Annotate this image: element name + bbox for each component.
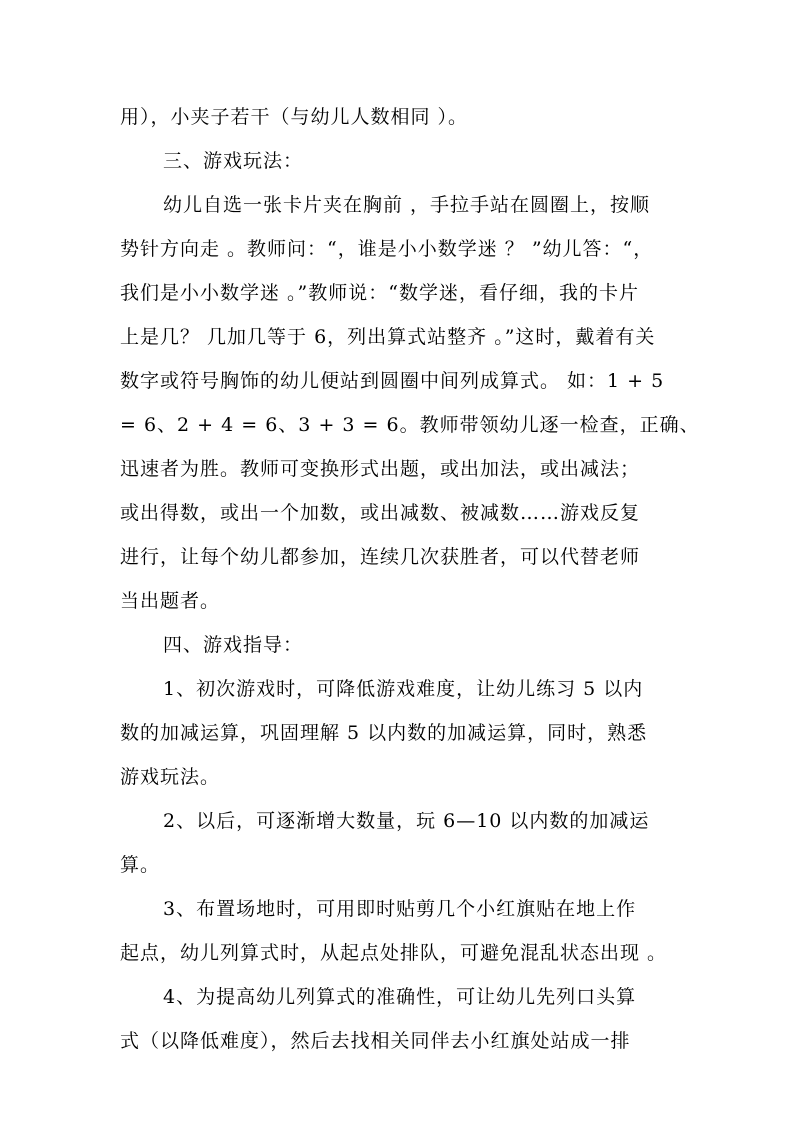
text-line: 上是几？ 几加几等于 6，列出算式站整齐 。”这时，戴着有关 xyxy=(120,326,656,348)
section-heading: 四、游戏指导： xyxy=(163,634,304,656)
text-line: 或出得数，或出一个加数，或出减数、被减数……游戏反复 xyxy=(120,502,641,524)
text-line: 迅速者为胜。教师可变换形式出题，或出加法，或出减法； xyxy=(120,458,641,480)
text-line: 式（以降低难度），然后去找相关同伴去小红旗处站成一排 xyxy=(120,1030,631,1052)
text-line: 我们是小小数学迷 。”教师说：“数学迷，看仔细，我的卡片 xyxy=(120,282,639,304)
text-line: 数的加减运算，巩固理解 5 以内数的加减运算，同时，熟悉 xyxy=(120,722,648,744)
text-line: 算。 xyxy=(120,854,161,876)
text-line: 4、为提高幼儿列算式的准确性，可让幼儿先列口头算 xyxy=(163,986,637,1008)
text-line: 数字或符号胸饰的幼儿便站到圆圈中间列成算式。 如：1 + 5 xyxy=(120,370,665,392)
text-line: = 6、2 + 4 = 6、3 + 3 = 6。教师带领幼儿逐一检查，正确、 xyxy=(120,414,700,436)
text-line: 2、以后，可逐渐增大数量，玩 6—10 以内数的加减运 xyxy=(163,810,650,832)
text-line: 1、初次游戏时，可降低游戏难度，让幼儿练习 5 以内 xyxy=(163,678,644,700)
text-line: 3、布置场地时，可用即时贴剪几个小红旗贴在地上作 xyxy=(163,898,637,920)
text-line: 用），小夹子若干（与幼儿人数相同 ）。 xyxy=(120,106,469,128)
text-line: 势针方向走 。教师问：“，谁是小小数学迷 ？ ”幼儿答：“， xyxy=(120,238,654,260)
text-line: 进行，让每个幼儿都参加，连续几次获胜者，可以代替老师 xyxy=(120,546,641,568)
text-line: 幼儿自选一张卡片夹在胸前 ，手拉手站在圆圈上，按顺 xyxy=(163,194,651,216)
text-line: 当出题者。 xyxy=(120,590,221,612)
section-heading: 三、游戏玩法： xyxy=(163,150,304,172)
text-line: 游戏玩法。 xyxy=(120,766,221,788)
text-line: 起点，幼儿列算式时，从起点处排队，可避免混乱状态出现 。 xyxy=(120,942,668,964)
